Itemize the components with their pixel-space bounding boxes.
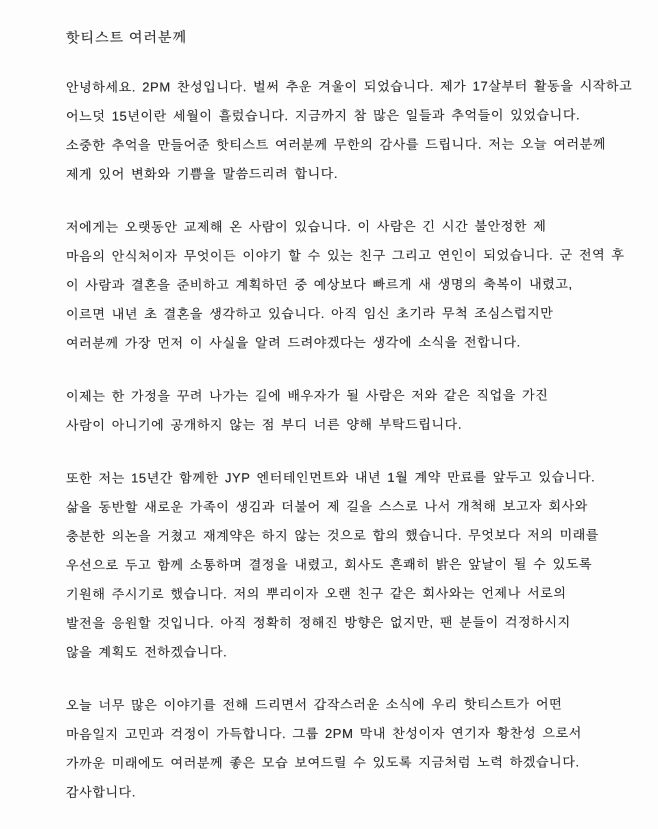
letter-line: 제게 있어 변화와 기쁨을 말씀드리려 합니다. bbox=[65, 166, 339, 182]
letter-line: 저에게는 오랫동안 교제해 온 사람이 있습니다. 이 사람은 긴 시간 불안정한 제 bbox=[65, 218, 547, 235]
letter-line: 우선으로 두고 함께 소통하며 결정을 내렸고, 회사도 흔쾌히 밝은 앞날이 될 수 있도록 bbox=[65, 556, 593, 573]
letter-paragraph-3 bbox=[66, 381, 622, 439]
letter-line: 삶을 동반할 새로운 가족이 생김과 더불어 제 길을 스스로 나서 개척해 보고자 회사와 bbox=[65, 498, 588, 515]
letter-line: 충분한 의논을 거쳤고 재계약은 하지 않는 것으로 합의 했습니다. 무엇보다 저의 미래를 bbox=[65, 527, 600, 544]
letter-paragraph-5 bbox=[66, 690, 622, 806]
letter-line: 마음일지 고민과 걱정이 가득합니다. 그룹 2PM 막내 찬성이자 연기자 황찬성 으로서 bbox=[65, 725, 582, 742]
letter-line: 이 사람과 결혼을 준비하고 계획하던 중 예상보다 빠르게 새 생명의 축복이 내렸고, bbox=[65, 276, 573, 293]
letter-paragraph-1 bbox=[65, 72, 633, 188]
letter-paragraph-4 bbox=[66, 463, 622, 666]
letter-closing-line: 감사합니다. bbox=[65, 784, 137, 800]
letter-line: 이르면 내년 초 결혼을 생각하고 있습니다. 아직 임신 초기라 무척 조심스럽지만 bbox=[65, 305, 554, 322]
letter-line: 또한 저는 15년간 함께한 JYP 엔터테인먼트와 내년 1월 계약 만료를 앞두고 있습니다. bbox=[65, 469, 596, 486]
letter-line: 이제는 한 가정을 꾸려 나가는 길에 배우자가 될 사람은 저와 같은 직업을 가진 bbox=[65, 387, 549, 404]
letter-line: 오늘 너무 많은 이야기를 전해 드리면서 갑작스러운 소식에 우리 핫티스트가 어떤 bbox=[65, 696, 563, 713]
letter-line: 사람이 아니기에 공개하지 않는 점 부디 너른 양해 부탁드립니다. bbox=[65, 416, 463, 433]
letter-paragraph-2 bbox=[65, 212, 625, 357]
letter-salutation: 핫티스트 여러분께 bbox=[65, 28, 188, 46]
letter-line: 어느덧 15년이란 세월이 흘렀습니다. 지금까지 참 많은 일들과 추억들이 있었습니다. bbox=[65, 107, 581, 124]
letter-line: 가까운 미래에도 여러분께 좋은 모습 보여드릴 수 있도록 지금처럼 노력 하겠습니다. bbox=[65, 754, 580, 771]
letter-line: 기원해 주시기로 했습니다. 저의 뿌리이자 오랜 친구 같은 회사와는 언제나 서로의 bbox=[65, 585, 567, 602]
letter-line: 소중한 추억을 만들어준 핫티스트 여러분께 무한의 감사를 드립니다. 저는 오늘 여러분께 bbox=[65, 136, 607, 153]
letter-line: 마음의 안식처이자 무엇이든 이야기 할 수 있는 친구 그리고 연인이 되었습니다. 군 전역 후 bbox=[65, 247, 625, 264]
letter-line: 발전을 응원할 것입니다. 아직 정확히 정해진 방향은 없지만, 팬 분들이 걱정하시지 bbox=[65, 614, 571, 631]
letter-line: 여러분께 가장 먼저 이 사실을 알려 드려야겠다는 생각에 소식을 전합니다. bbox=[65, 334, 521, 351]
letter-line: 안녕하세요. 2PM 찬성입니다. 벌써 추운 겨울이 되었습니다. 제가 17살부터 활동을 시작하고 bbox=[65, 78, 633, 95]
letter-line: 않을 계획도 전하겠습니다. bbox=[65, 644, 228, 660]
